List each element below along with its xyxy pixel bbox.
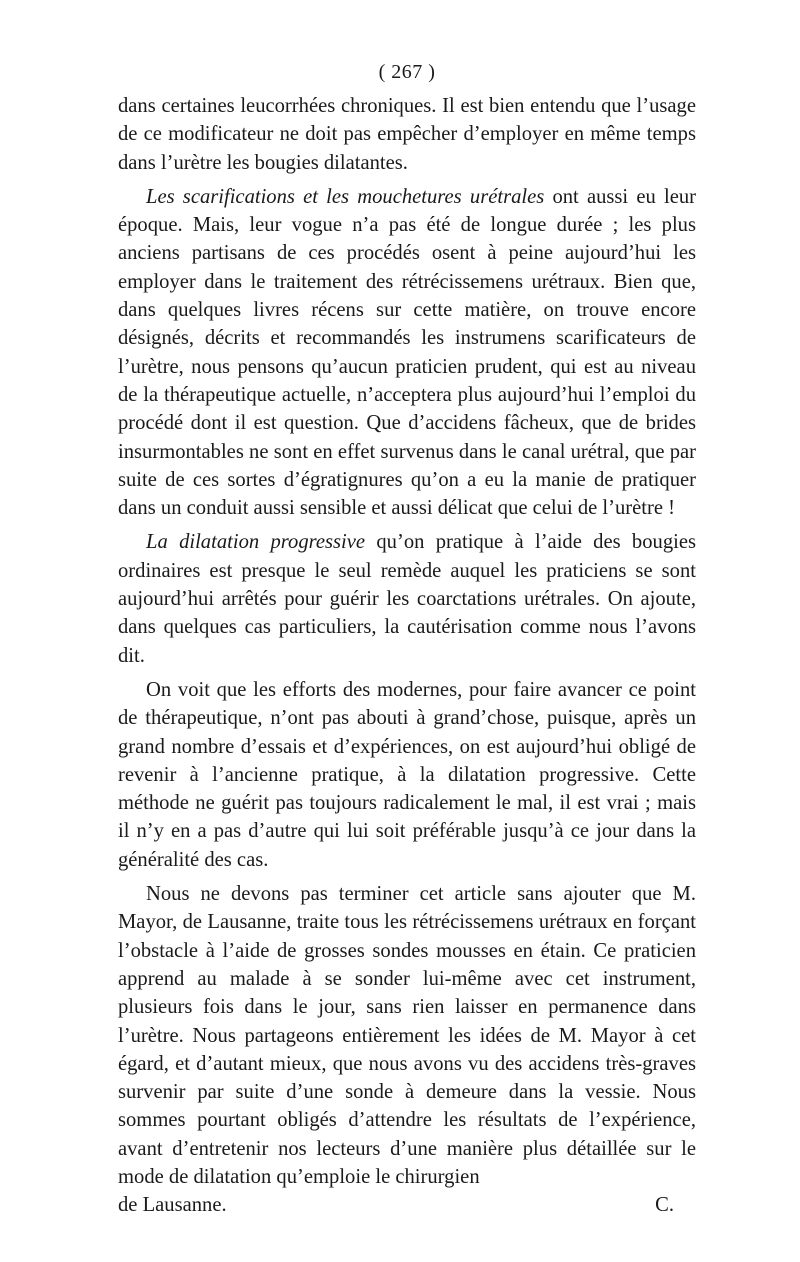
author-signature: C. — [655, 1194, 674, 1217]
paragraph-5 — [118, 880, 696, 1191]
paragraph-2 — [118, 183, 696, 523]
paragraph-3-lead: La dilatation progressive — [146, 531, 366, 554]
page-number: ( 267 ) — [378, 61, 436, 83]
paragraph-3 — [118, 528, 696, 669]
paragraph-5-text: Nous ne devons pas terminer cet article sans ajouter que M. Mayor, de Lausanne, traite tous les rétrécissemens urétraux en forçant l’obstacle à l’aide de grosses sondes mousses en étain. Ce praticien apprend au malade à se sonder lui-même avec cet instrument, plusieurs fois dans le jour, sans rien laisser en permanence dans l’urètre. Nous partageons entièrement les idées de M. Mayor à cet égard, et d’autant mieux, que nous avons vu des accidens très-graves survenir par suite d’une sonde à demeure dans la vessie. Nous sommes pourtant obligés d’attendre les résultats de l’expérience, avant d’entretenir nos lecteurs d’une manière plus détaillée sur le mode de dilatation qu’emploie le chirurgien — [118, 883, 696, 1188]
document-page — [118, 58, 696, 1220]
paragraph-4-text: On voit que les efforts des modernes, pour faire avancer ce point de thérapeutique, n’ont pas abouti à grand’chose, puisque, après un grand nombre d’essais et d’expériences, on est aujourd’hui obligé de revenir à l’ancienne pratique, à la dilatation progressive. Cette méthode ne guérit pas toujours radicalement le mal, il est vrai ; mais il n’y en a pas d’autre qui lui soit préférable jusqu’à ce jour dans la généralité des cas. — [118, 678, 696, 871]
paragraph-2-lead: Les scarifications et les mouchetures urétrales — [146, 185, 545, 208]
paragraph-3-text: qu’on pratique à l’aide des bougies ordinaires est presque le seul remède auquel les praticiens se sont aujourd’hui arrêtés pour guérir les coarctations urétrales. On ajoute, dans quelques cas particuliers, la cautérisation comme nous l’avons dit. — [118, 531, 696, 667]
closing-text: de Lausanne. — [118, 1194, 227, 1217]
paragraph-1 — [118, 92, 696, 177]
paragraph-4 — [118, 676, 696, 874]
paragraph-2-text: ont aussi eu leur époque. Mais, leur vogue n’a pas été de longue durée ; les plus anciens partisans de ces procédés osent à peine aujourd’hui les employer dans le traitement des rétrécissemens urétraux. Bien que, dans quelques livres récens sur cette matière, on trouve encore désignés, décrits et recommandés les instrumens scarificateurs de l’urètre, nous pensons qu’aucun praticien prudent, qui est au niveau de la thérapeutique actuelle, n’acceptera plus aujourd’hui l’emploi du procédé dont il est question. Que d’accidens fâcheux, que de brides insurmontables ne sont en effet survenus dans le canal urétral, que par suite de ces sortes d’égratignures qu’on a eu la manie de pratiquer dans un conduit aussi sensible et aussi délicat que celui de l’urètre ! — [118, 185, 696, 520]
paragraph-1-text: dans certaines leucorrhées chroniques. Il est bien entendu que l’usage de ce modificateur ne doit pas empêcher d’employer en même temps dans l’urètre les bougies dilatantes. — [118, 95, 696, 174]
closing-line — [118, 1191, 696, 1219]
